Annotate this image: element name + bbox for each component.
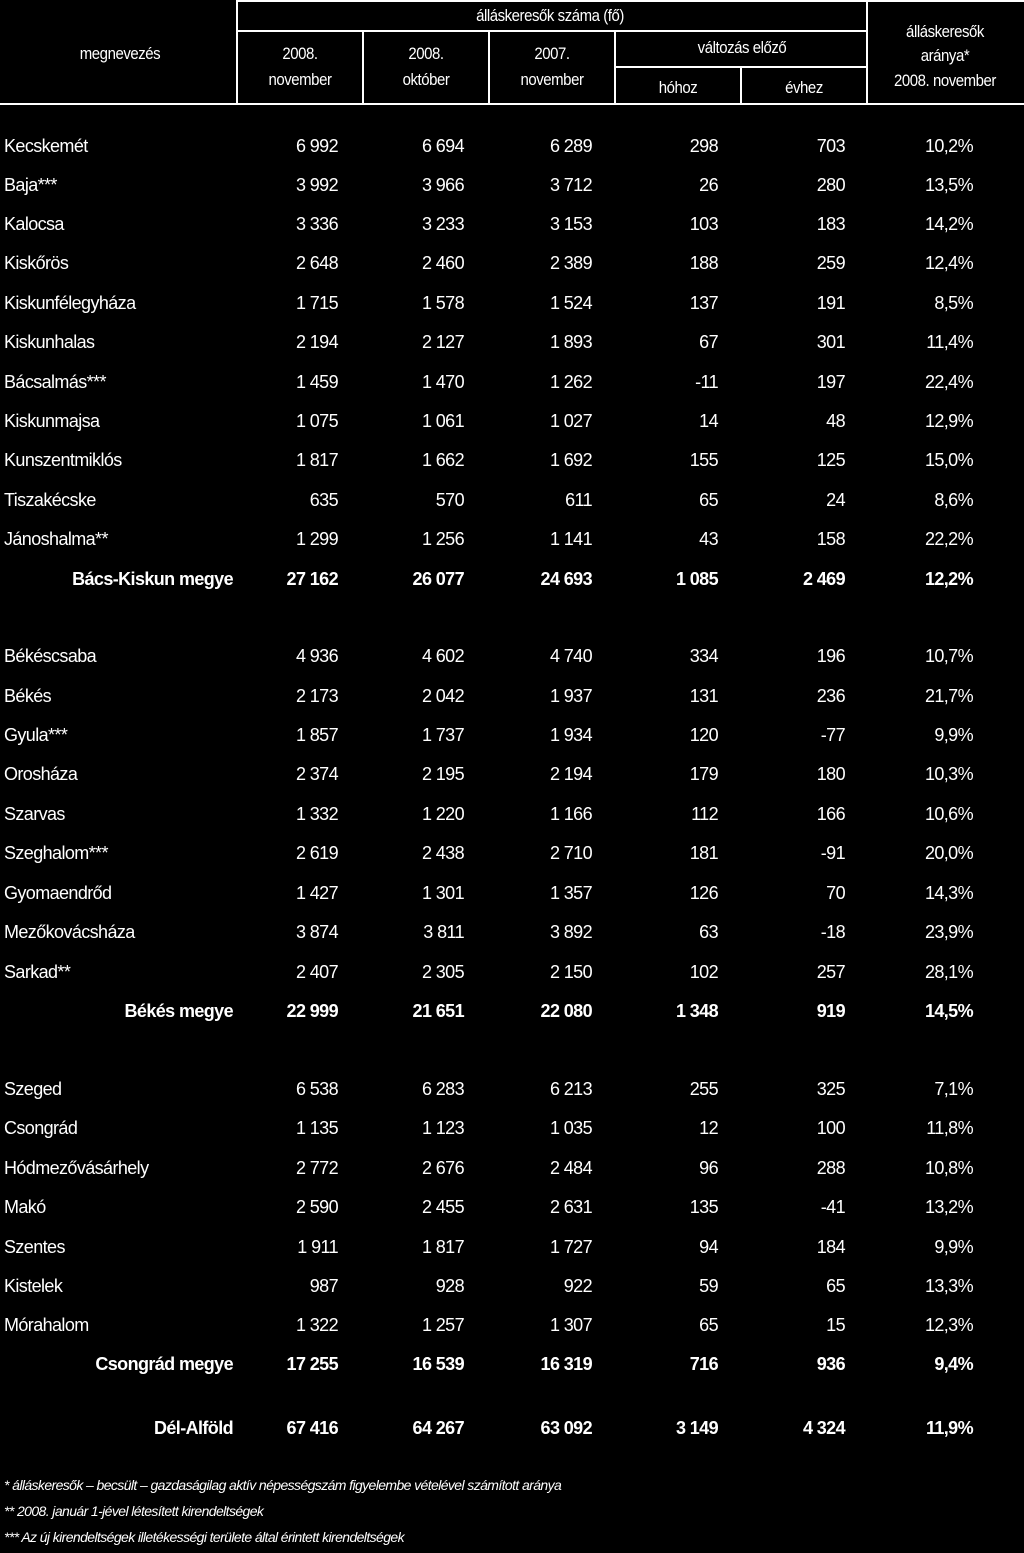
- cell-change-year: 24: [826, 490, 845, 510]
- cell-value-2008-nov: 2 374: [295, 764, 338, 784]
- cell-value-2008-okt: 16 539: [412, 1354, 464, 1374]
- cell-ratio: 13,5%: [924, 175, 973, 195]
- cell-value-2008-nov: 2 772: [295, 1158, 338, 1178]
- footnote-2: ** 2008. január 1-jével létesített kirendeltségek: [4, 1503, 264, 1519]
- cell-value-2007-nov: 16 319: [540, 1354, 592, 1374]
- cell-ratio: 9,9%: [934, 1237, 973, 1257]
- cell-value-2007-nov: 1 524: [549, 293, 592, 313]
- cell-change-month: 255: [689, 1079, 718, 1099]
- cell-value-2007-nov: 3 153: [549, 214, 592, 234]
- cell-value-2008-nov: 2 194: [295, 332, 338, 352]
- table-row: [0, 1110, 1024, 1149]
- cell-value-2007-nov: 2 150: [549, 962, 592, 982]
- cell-value-2007-nov: 1 307: [549, 1315, 592, 1335]
- cell-change-year: 70: [826, 883, 845, 903]
- row-label: Kecskemét: [4, 136, 88, 156]
- cell-change-month: 43: [699, 529, 718, 549]
- cell-change-year: 257: [816, 962, 845, 982]
- cell-value-2007-nov: 24 693: [540, 569, 592, 589]
- cell-value-2008-nov: 1 715: [295, 293, 338, 313]
- header-change-month: hóhoz: [658, 78, 698, 97]
- cell-value-2008-okt: 1 301: [421, 883, 464, 903]
- cell-value-2007-nov: 1 934: [549, 725, 592, 745]
- table-row: [0, 245, 1024, 284]
- cell-value-2008-okt: 3 966: [421, 175, 464, 195]
- header-group-divider: [237, 30, 867, 32]
- cell-value-2008-nov: 1 817: [295, 450, 338, 470]
- cell-value-2008-okt: 1 817: [421, 1237, 464, 1257]
- cell-value-2008-nov: 27 162: [286, 569, 338, 589]
- row-label: Makó: [4, 1197, 46, 1217]
- cell-value-2007-nov: 4 740: [549, 646, 592, 666]
- cell-value-2008-nov: 1 299: [295, 529, 338, 549]
- cell-change-year: 936: [816, 1354, 845, 1374]
- cell-value-2007-nov: 1 035: [549, 1118, 592, 1138]
- cell-value-2007-nov: 1 027: [549, 411, 592, 431]
- header-vline-3: [488, 30, 490, 104]
- cell-value-2008-okt: 2 455: [421, 1197, 464, 1217]
- cell-change-month: 59: [699, 1276, 718, 1296]
- table-row: [0, 875, 1024, 914]
- cell-ratio: 13,3%: [924, 1276, 973, 1296]
- cell-value-2008-okt: 1 737: [421, 725, 464, 745]
- cell-ratio: 12,9%: [924, 411, 973, 431]
- cell-change-year: 166: [816, 804, 845, 824]
- cell-ratio: 11,8%: [926, 1118, 973, 1138]
- cell-ratio: 15,0%: [924, 450, 973, 470]
- cell-value-2008-nov: 67 416: [286, 1418, 338, 1438]
- cell-ratio: 9,9%: [934, 725, 973, 745]
- cell-change-month: 181: [689, 843, 718, 863]
- table-row: [0, 678, 1024, 717]
- cell-value-2007-nov: 1 166: [549, 804, 592, 824]
- table-row: [0, 403, 1024, 442]
- row-label: Békés: [4, 686, 52, 706]
- cell-change-year: 158: [816, 529, 845, 549]
- cell-change-year: 183: [816, 214, 845, 234]
- header-bottom-border: [0, 103, 1024, 105]
- header-top-border: [237, 0, 867, 2]
- cell-value-2008-okt: 6 694: [421, 136, 464, 156]
- header-ratio-title-2: aránya*: [920, 46, 970, 65]
- row-label: Tiszakécske: [4, 490, 96, 510]
- cell-ratio: 21,7%: [924, 686, 973, 706]
- cell-change-year: 301: [816, 332, 845, 352]
- cell-value-2008-nov: 1 857: [295, 725, 338, 745]
- cell-value-2008-okt: 6 283: [421, 1079, 464, 1099]
- cell-change-month: 179: [689, 764, 718, 784]
- row-label: Orosháza: [4, 764, 78, 784]
- cell-change-year: 919: [816, 1001, 845, 1021]
- row-label: Gyomaendrőd: [4, 883, 112, 903]
- header-2007-nov-year: 2007.: [534, 44, 570, 63]
- cell-value-2008-okt: 2 460: [421, 253, 464, 273]
- cell-value-2008-nov: 3 874: [295, 922, 338, 942]
- cell-value-2007-nov: 1 893: [549, 332, 592, 352]
- row-label: Kunszentmiklós: [4, 450, 122, 470]
- cell-value-2007-nov: 611: [565, 490, 592, 510]
- header-vline-6: [866, 0, 868, 104]
- header-group-title: álláskeresők száma (fő): [476, 6, 624, 25]
- cell-value-2008-okt: 1 662: [421, 450, 464, 470]
- cell-value-2008-okt: 2 042: [421, 686, 464, 706]
- cell-value-2007-nov: 2 389: [549, 253, 592, 273]
- row-label: Bácsalmás***: [4, 372, 106, 392]
- cell-value-2007-nov: 63 092: [540, 1418, 592, 1438]
- table-row: [0, 364, 1024, 403]
- table-row: [0, 796, 1024, 835]
- row-label: Baja***: [4, 175, 57, 195]
- row-label: Kiskunfélegyháza: [4, 293, 136, 313]
- header-vline-4: [614, 30, 616, 104]
- cell-change-year: 15: [826, 1315, 845, 1335]
- header-2007-nov-month: november: [520, 70, 584, 89]
- cell-value-2007-nov: 3 712: [549, 175, 592, 195]
- table-row: [0, 482, 1024, 521]
- cell-value-2008-nov: 1 427: [295, 883, 338, 903]
- table-row: [0, 1189, 1024, 1228]
- cell-value-2008-nov: 4 936: [295, 646, 338, 666]
- cell-change-year: 125: [816, 450, 845, 470]
- cell-ratio: 10,8%: [924, 1158, 973, 1178]
- cell-value-2008-okt: 3 811: [423, 922, 464, 942]
- cell-change-month: 63: [699, 922, 718, 942]
- header-2008-nov-year: 2008.: [282, 44, 318, 63]
- cell-value-2008-okt: 1 220: [421, 804, 464, 824]
- cell-value-2008-okt: 1 061: [421, 411, 464, 431]
- header-top-border-ratio: [866, 0, 1024, 2]
- row-label: Jánoshalma**: [4, 529, 108, 549]
- row-label: Csongrád megye: [95, 1354, 233, 1374]
- table-row: [0, 442, 1024, 481]
- row-label: Bács-Kiskun megye: [72, 569, 233, 589]
- table-row: [0, 1307, 1024, 1346]
- table-total-row: [0, 993, 1024, 1032]
- row-label: Mórahalom: [4, 1315, 89, 1335]
- cell-value-2007-nov: 1 357: [549, 883, 592, 903]
- cell-value-2007-nov: 1 727: [549, 1237, 592, 1257]
- cell-value-2007-nov: 3 892: [549, 922, 592, 942]
- cell-change-month: 26: [699, 175, 718, 195]
- cell-change-year: 100: [816, 1118, 845, 1138]
- cell-value-2007-nov: 6 213: [549, 1079, 592, 1099]
- table-row: [0, 1229, 1024, 1268]
- cell-ratio: 22,2%: [924, 529, 973, 549]
- row-label: Sarkad**: [4, 962, 71, 982]
- cell-change-month: 120: [689, 725, 718, 745]
- table-row: [0, 1150, 1024, 1189]
- cell-ratio: 12,3%: [924, 1315, 973, 1335]
- cell-value-2008-nov: 17 255: [286, 1354, 338, 1374]
- row-label: Dél-Alföld: [154, 1418, 233, 1438]
- cell-change-year: 703: [816, 136, 845, 156]
- cell-value-2008-nov: 22 999: [286, 1001, 338, 1021]
- cell-ratio: 9,4%: [934, 1354, 973, 1374]
- cell-change-year: 236: [816, 686, 845, 706]
- cell-change-year: 4 324: [802, 1418, 845, 1438]
- cell-change-month: 135: [689, 1197, 718, 1217]
- cell-change-year: 325: [816, 1079, 845, 1099]
- cell-value-2007-nov: 922: [563, 1276, 592, 1296]
- cell-value-2008-nov: 3 992: [295, 175, 338, 195]
- row-label: Szarvas: [4, 804, 65, 824]
- cell-change-month: 1 085: [675, 569, 718, 589]
- cell-value-2008-okt: 1 256: [421, 529, 464, 549]
- cell-value-2007-nov: 1 937: [549, 686, 592, 706]
- cell-change-month: 126: [689, 883, 718, 903]
- table-row: [0, 324, 1024, 363]
- cell-change-month: -11: [695, 372, 718, 392]
- cell-value-2008-okt: 2 127: [421, 332, 464, 352]
- cell-change-month: 12: [699, 1118, 718, 1138]
- cell-change-month: 131: [689, 686, 718, 706]
- row-label: Kalocsa: [4, 214, 64, 234]
- cell-value-2007-nov: 1 262: [549, 372, 592, 392]
- table-row: [0, 717, 1024, 756]
- cell-change-year: -77: [820, 725, 845, 745]
- table-row: [0, 167, 1024, 206]
- table-total-row: [0, 1346, 1024, 1385]
- cell-change-year: 2 469: [802, 569, 845, 589]
- cell-change-month: 103: [689, 214, 718, 234]
- cell-ratio: 11,9%: [925, 1418, 973, 1438]
- cell-value-2008-okt: 928: [435, 1276, 464, 1296]
- cell-change-year: 280: [816, 175, 845, 195]
- cell-change-month: 112: [691, 804, 718, 824]
- cell-value-2008-nov: 1 332: [295, 804, 338, 824]
- cell-change-month: 94: [699, 1237, 718, 1257]
- cell-ratio: 11,4%: [926, 332, 973, 352]
- cell-change-month: 96: [699, 1158, 718, 1178]
- cell-value-2008-okt: 2 438: [421, 843, 464, 863]
- header-vline-5: [740, 66, 742, 104]
- cell-change-year: 184: [816, 1237, 845, 1257]
- cell-change-year: 197: [816, 372, 845, 392]
- cell-value-2008-nov: 635: [309, 490, 338, 510]
- cell-ratio: 10,6%: [924, 804, 973, 824]
- cell-ratio: 28,1%: [924, 962, 973, 982]
- cell-ratio: 12,4%: [924, 253, 973, 273]
- cell-value-2008-nov: 1 135: [295, 1118, 338, 1138]
- cell-change-year: 180: [816, 764, 845, 784]
- table-row: [0, 638, 1024, 677]
- cell-change-month: 137: [689, 293, 718, 313]
- cell-ratio: 7,1%: [934, 1079, 973, 1099]
- table-row: [0, 206, 1024, 245]
- cell-value-2008-okt: 4 602: [421, 646, 464, 666]
- cell-value-2008-okt: 1 578: [421, 293, 464, 313]
- row-label: Gyula***: [4, 725, 68, 745]
- cell-change-year: 259: [816, 253, 845, 273]
- row-label: Hódmezővásárhely: [4, 1158, 149, 1178]
- cell-value-2007-nov: 1 692: [549, 450, 592, 470]
- cell-value-2008-okt: 26 077: [412, 569, 464, 589]
- cell-value-2007-nov: 1 141: [549, 529, 592, 549]
- header-ratio-title-1: álláskeresők: [906, 22, 984, 41]
- cell-value-2008-okt: 2 195: [421, 764, 464, 784]
- cell-change-year: -18: [820, 922, 845, 942]
- cell-ratio: 10,2%: [924, 136, 973, 156]
- row-label: Békés megye: [124, 1001, 233, 1021]
- cell-change-month: 102: [689, 962, 718, 982]
- row-label: Kiskunhalas: [4, 332, 95, 352]
- row-label: Kiskőrös: [4, 253, 69, 273]
- footnote-1: * álláskeresők – becsült – gazdaságilag aktív népességszám figyelembe vételével számított aránya: [4, 1477, 562, 1493]
- header-2008-okt-year: 2008.: [408, 44, 444, 63]
- header-label-col: megnevezés: [79, 44, 161, 63]
- cell-value-2008-okt: 1 123: [421, 1118, 464, 1138]
- cell-value-2007-nov: 2 484: [549, 1158, 592, 1178]
- table-row: [0, 1071, 1024, 1110]
- cell-change-year: 65: [826, 1276, 845, 1296]
- cell-value-2008-nov: 2 648: [295, 253, 338, 273]
- cell-value-2008-okt: 2 305: [421, 962, 464, 982]
- cell-ratio: 10,7%: [924, 646, 973, 666]
- cell-value-2008-nov: 1 911: [297, 1237, 338, 1257]
- cell-change-month: 188: [689, 253, 718, 273]
- table-row: [0, 914, 1024, 953]
- cell-change-year: -41: [820, 1197, 845, 1217]
- cell-change-month: 716: [689, 1354, 718, 1374]
- cell-value-2008-nov: 6 992: [295, 136, 338, 156]
- header-change-year: évhez: [785, 78, 823, 97]
- table-row: [0, 835, 1024, 874]
- cell-ratio: 23,9%: [924, 922, 973, 942]
- table-total-row: [0, 1410, 1024, 1449]
- row-label: Kiskunmajsa: [4, 411, 100, 431]
- cell-value-2008-okt: 1 257: [421, 1315, 464, 1335]
- cell-ratio: 14,5%: [924, 1001, 973, 1021]
- cell-change-month: 1 348: [675, 1001, 718, 1021]
- cell-value-2008-nov: 2 590: [295, 1197, 338, 1217]
- cell-value-2007-nov: 6 289: [549, 136, 592, 156]
- cell-ratio: 22,4%: [924, 372, 973, 392]
- cell-value-2008-nov: 1 322: [295, 1315, 338, 1335]
- cell-value-2008-nov: 6 538: [295, 1079, 338, 1099]
- cell-value-2008-nov: 987: [309, 1276, 338, 1296]
- row-label: Szeged: [4, 1079, 62, 1099]
- cell-value-2008-nov: 2 173: [295, 686, 338, 706]
- table-row: [0, 1268, 1024, 1307]
- table-row: [0, 756, 1024, 795]
- cell-value-2008-okt: 21 651: [412, 1001, 464, 1021]
- cell-ratio: 8,6%: [934, 490, 973, 510]
- row-label: Békéscsaba: [4, 646, 97, 666]
- row-label: Mezőkovácsháza: [4, 922, 135, 942]
- cell-change-year: 288: [816, 1158, 845, 1178]
- header-vline-1: [236, 0, 238, 104]
- cell-value-2008-nov: 3 336: [295, 214, 338, 234]
- row-label: Szentes: [4, 1237, 65, 1257]
- cell-ratio: 14,3%: [924, 883, 973, 903]
- cell-change-month: 67: [699, 332, 718, 352]
- cell-value-2008-okt: 2 676: [421, 1158, 464, 1178]
- cell-value-2008-okt: 1 470: [421, 372, 464, 392]
- header-change-title: változás előző: [697, 38, 787, 57]
- cell-ratio: 20,0%: [924, 843, 973, 863]
- cell-value-2008-okt: 3 233: [421, 214, 464, 234]
- cell-change-year: 196: [816, 646, 845, 666]
- cell-value-2008-nov: 1 459: [295, 372, 338, 392]
- cell-change-month: 65: [699, 490, 718, 510]
- cell-ratio: 14,2%: [924, 214, 973, 234]
- row-label: Kistelek: [4, 1276, 63, 1296]
- row-label: Csongrád: [4, 1118, 78, 1138]
- cell-ratio: 12,2%: [924, 569, 973, 589]
- cell-value-2008-okt: 64 267: [412, 1418, 464, 1438]
- table-row: [0, 954, 1024, 993]
- cell-value-2007-nov: 2 710: [549, 843, 592, 863]
- cell-value-2008-nov: 1 075: [295, 411, 338, 431]
- cell-ratio: 8,5%: [934, 293, 973, 313]
- cell-change-month: 3 149: [675, 1418, 718, 1438]
- cell-value-2008-okt: 570: [435, 490, 464, 510]
- header-2008-nov-month: november: [268, 70, 332, 89]
- cell-value-2008-nov: 2 407: [295, 962, 338, 982]
- table-row: [0, 128, 1024, 167]
- cell-change-year: 48: [826, 411, 845, 431]
- header-vline-2: [362, 30, 364, 104]
- row-label: Szeghalom***: [4, 843, 108, 863]
- cell-change-year: 191: [816, 293, 845, 313]
- table-row: [0, 521, 1024, 560]
- cell-ratio: 13,2%: [924, 1197, 973, 1217]
- cell-ratio: 10,3%: [924, 764, 973, 784]
- cell-change-month: 334: [689, 646, 718, 666]
- cell-change-month: 65: [699, 1315, 718, 1335]
- table-row: [0, 285, 1024, 324]
- cell-value-2007-nov: 2 194: [549, 764, 592, 784]
- cell-change-month: 298: [689, 136, 718, 156]
- cell-value-2007-nov: 2 631: [549, 1197, 592, 1217]
- footnote-3: *** Az új kirendeltségek illetékességi területe által érintett kirendeltségek: [4, 1529, 404, 1545]
- cell-change-year: -91: [820, 843, 845, 863]
- header-ratio-sub: 2008. november: [894, 71, 996, 90]
- cell-change-month: 155: [689, 450, 718, 470]
- header-2008-okt-month: október: [402, 70, 450, 89]
- table-total-row: [0, 561, 1024, 600]
- cell-value-2008-nov: 2 619: [295, 843, 338, 863]
- cell-value-2007-nov: 22 080: [540, 1001, 592, 1021]
- cell-change-month: 14: [699, 411, 718, 431]
